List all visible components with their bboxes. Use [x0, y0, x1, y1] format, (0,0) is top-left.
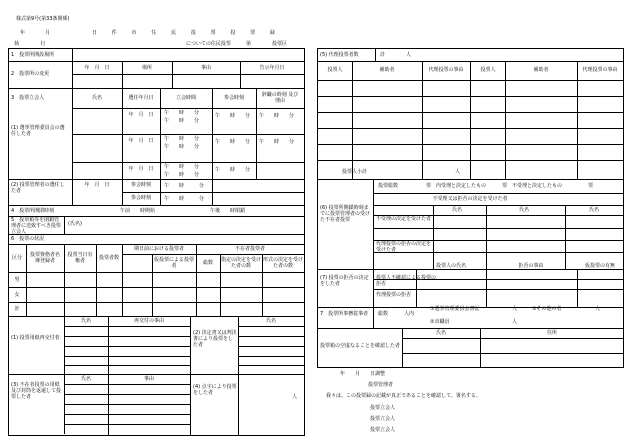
subject-label: についての住民投票 [186, 41, 231, 47]
left-table [8, 48, 305, 436]
district-label: 投票区 [272, 41, 288, 47]
r3-sub1: (1) 選挙管理委員会の選任した者 [11, 125, 65, 137]
r1-label: 1 投票所開設場所 [11, 52, 55, 58]
p2-label: (2) 決定書又は判決書により投票をした者 [193, 330, 237, 348]
r4-open-label: 4 投票所開閉時刻 [11, 208, 55, 214]
p1-label: (1) 投票用紙再交付者 [11, 335, 60, 341]
r10-label: 投票箱の空虚なることを確認した者 [320, 343, 401, 349]
r8-label: (7) 投票の拒否の決定をした者 [320, 275, 369, 287]
r9-label: 7 投票所事務従事者 [320, 311, 369, 317]
footer-witness-2: 投票立会人 [370, 416, 396, 422]
dai-label: 第 [246, 41, 252, 47]
p3-label: (3) 不在者投票の用紙及び封筒を返還して投票した者 [11, 382, 62, 400]
r7-label: (6) 投票所開鎖時刻までに投票管理者の受けた不在者投票 [320, 205, 371, 223]
header-month: 月 [45, 30, 51, 36]
footer-witness-1: 投票立会人 [370, 405, 396, 411]
header-year: 年 [20, 30, 26, 36]
r4-sub2: (2) 投票管理者の選任した者 [11, 182, 65, 194]
execution-label: 執 行 [14, 41, 46, 47]
r6-label: 6 投票の状況 [11, 236, 45, 242]
footer-statement: 我々は、この投票録の記載が真正であることを確認して、署名する。 [326, 393, 481, 399]
r3-label: 3 投票立会人 [11, 95, 45, 101]
footer-witness-3: 投票立会人 [370, 427, 396, 433]
footer-date: 年 月 日調整 [340, 371, 386, 377]
form-number: 様式第9号(第33条関係) [16, 16, 70, 22]
footer-manager: 投票管理者 [368, 382, 394, 388]
document-title: 日 件 市 住 民 投 票 投 票 録 [92, 30, 275, 36]
proxy-count-label: (5) 代理投票者数 [320, 52, 359, 58]
p4-label: (4) 点字により投票をした者 [193, 384, 237, 396]
r5-label: 5 投票箱等を閉鎖管理者に送致すべき投票立会人 [11, 217, 61, 235]
r2-label: 2 投票所の変更 [11, 71, 50, 77]
